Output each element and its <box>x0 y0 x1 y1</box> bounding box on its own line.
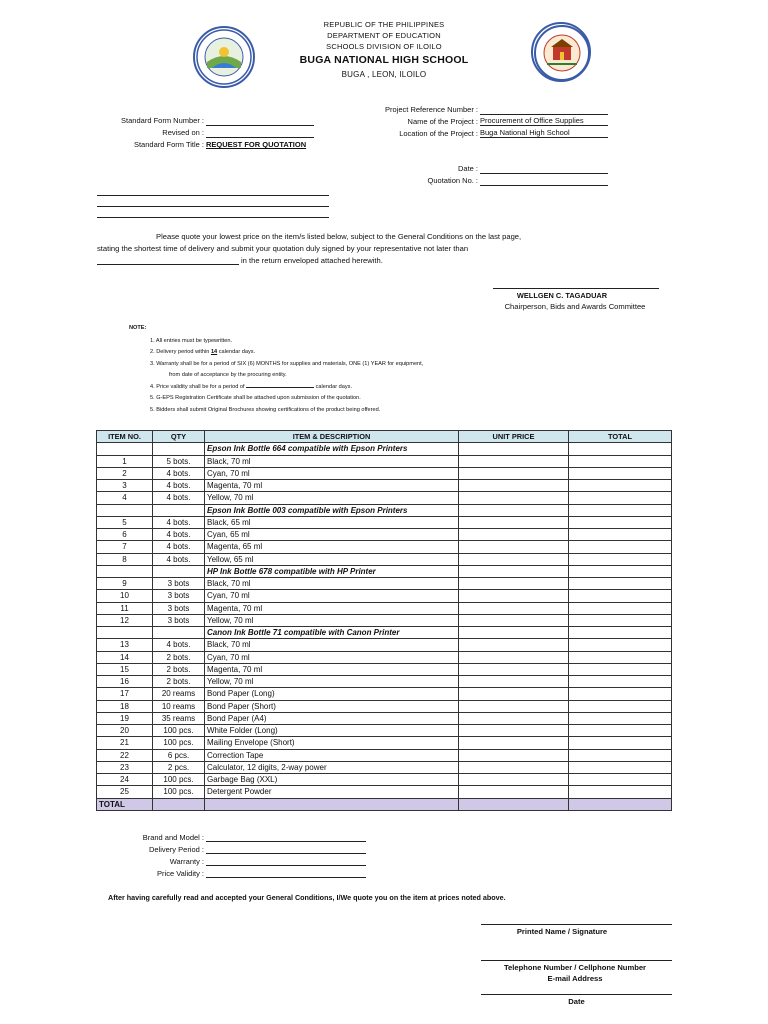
qty-cell <box>153 443 205 455</box>
instruction-line-3: in the return enveloped attached herewith. <box>241 256 383 265</box>
total-cell[interactable] <box>569 578 672 590</box>
description-cell: Yellow, 70 ml <box>205 614 459 626</box>
description-cell: Magenta, 70 ml <box>205 602 459 614</box>
total-cell[interactable] <box>569 774 672 786</box>
item-no-cell: 1 <box>97 455 153 467</box>
item-no-cell: 19 <box>97 712 153 724</box>
total-cell[interactable] <box>569 676 672 688</box>
table-row <box>97 725 672 737</box>
item-no-cell: 10 <box>97 590 153 602</box>
note-item: 1. All entries must be typewritten. <box>150 338 233 344</box>
qty-cell: 4 bots. <box>153 639 205 651</box>
total-cell[interactable] <box>569 590 672 602</box>
item-no-cell: 15 <box>97 663 153 675</box>
item-no-cell: 20 <box>97 725 153 737</box>
total-cell[interactable] <box>569 516 672 528</box>
standard-form-number-label: Standard Form Number : <box>121 116 204 125</box>
item-no-cell: 13 <box>97 639 153 651</box>
table-total-row <box>97 798 672 810</box>
project-reference-field[interactable] <box>480 114 608 115</box>
table-row <box>97 749 672 761</box>
unit-price-cell[interactable] <box>459 774 569 786</box>
total-cell[interactable] <box>569 480 672 492</box>
description-cell: Bond Paper (A4) <box>205 712 459 724</box>
deadline-field[interactable] <box>97 264 239 265</box>
item-no-cell: 4 <box>97 492 153 504</box>
item-no-cell: 11 <box>97 602 153 614</box>
qty-cell: 2 pcs. <box>153 761 205 773</box>
header-division: SCHOOLS DIVISION OF ILOILO <box>326 42 442 51</box>
qty-cell: 100 pcs. <box>153 774 205 786</box>
table-row <box>97 492 672 504</box>
table-row <box>97 663 672 675</box>
item-no-cell: 17 <box>97 688 153 700</box>
addressee-line[interactable] <box>97 195 329 196</box>
project-name-field[interactable]: Procurement of Office Supplies <box>480 116 608 126</box>
description-cell: Garbage Bag (XXL) <box>205 774 459 786</box>
unit-price-cell[interactable] <box>459 614 569 626</box>
warranty-label: Warranty : <box>169 857 204 866</box>
description-cell: Magenta, 70 ml <box>205 480 459 492</box>
price-validity-days-field <box>246 382 314 388</box>
project-name-label: Name of the Project : <box>407 117 478 126</box>
chairperson-name: WELLGEN C. TAGADUAR <box>516 291 608 300</box>
description-cell: Black, 70 ml <box>205 455 459 467</box>
total-cell[interactable] <box>569 725 672 737</box>
date-field[interactable] <box>480 173 608 174</box>
unit-price-cell[interactable] <box>459 786 569 798</box>
table-row <box>97 676 672 688</box>
printed-name-label: Printed Name / Signature <box>516 927 608 936</box>
total-label: TOTAL <box>97 798 153 810</box>
brand-model-label: Brand and Model : <box>142 833 204 842</box>
qty-cell: 4 bots. <box>153 467 205 479</box>
telephone-label: Telephone Number / Cellphone Number <box>503 963 647 972</box>
table-group-row <box>97 627 672 639</box>
col-header-total: TOTAL <box>569 431 672 443</box>
standard-form-title-label: Standard Form Title : <box>133 140 204 149</box>
qty-cell: 3 bots <box>153 602 205 614</box>
description-cell: Correction Tape <box>205 749 459 761</box>
table-row <box>97 614 672 626</box>
item-no-cell: 2 <box>97 467 153 479</box>
qty-cell: 2 bots. <box>153 663 205 675</box>
table-row <box>97 651 672 663</box>
description-cell: Yellow, 70 ml <box>205 492 459 504</box>
qty-cell: 4 bots. <box>153 492 205 504</box>
qty-cell: 3 bots <box>153 578 205 590</box>
description-cell: Magenta, 65 ml <box>205 541 459 553</box>
description-cell: Cyan, 65 ml <box>205 529 459 541</box>
unit-price-cell[interactable] <box>459 529 569 541</box>
total-cell[interactable] <box>569 443 672 455</box>
table-row <box>97 590 672 602</box>
unit-price-cell[interactable] <box>459 480 569 492</box>
email-label: E-mail Address <box>547 974 603 983</box>
chairperson-signature-line <box>493 288 659 289</box>
header-department: DEPARTMENT OF EDUCATION <box>327 31 441 40</box>
table-row <box>97 761 672 773</box>
qty-cell: 4 bots. <box>153 516 205 528</box>
description-cell: Bond Paper (Long) <box>205 688 459 700</box>
delivery-period-field[interactable] <box>206 853 366 854</box>
unit-price-cell[interactable] <box>459 455 569 467</box>
description-cell: Mailing Envelope (Short) <box>205 737 459 749</box>
total-cell[interactable] <box>569 614 672 626</box>
qty-cell: 100 pcs. <box>153 737 205 749</box>
project-location-label: Location of the Project : <box>399 129 478 138</box>
item-no-cell <box>97 627 153 639</box>
col-header-qty: QTY <box>153 431 205 443</box>
total-cell[interactable] <box>569 786 672 798</box>
unit-price-cell[interactable] <box>459 627 569 639</box>
note-item: 3. Warranty shall be for a period of SIX (6) MONTHS for supplies and materials, ONE (1) YEAR for equipment, <box>150 361 424 367</box>
description-cell: Detergent Powder <box>205 786 459 798</box>
total-cell[interactable] <box>569 700 672 712</box>
qty-cell: 4 bots. <box>153 553 205 565</box>
unit-price-cell[interactable] <box>459 651 569 663</box>
table-row <box>97 774 672 786</box>
total-cell[interactable] <box>569 455 672 467</box>
qty-cell <box>153 565 205 577</box>
description-cell: Cyan, 70 ml <box>205 590 459 602</box>
total-cell[interactable] <box>569 737 672 749</box>
table-row <box>97 712 672 724</box>
description-cell: Cyan, 70 ml <box>205 651 459 663</box>
total-cell[interactable] <box>569 639 672 651</box>
item-no-cell <box>97 504 153 516</box>
unit-price-cell[interactable] <box>459 565 569 577</box>
qty-cell: 4 bots. <box>153 541 205 553</box>
quotation-no-field[interactable] <box>480 185 608 186</box>
col-header-unit-price: UNIT PRICE <box>459 431 569 443</box>
unit-price-cell[interactable] <box>459 541 569 553</box>
unit-price-cell[interactable] <box>459 639 569 651</box>
description-cell: Black, 65 ml <box>205 516 459 528</box>
unit-price-cell[interactable] <box>459 700 569 712</box>
printed-name-signature-line[interactable] <box>481 924 672 925</box>
item-no-cell: 14 <box>97 651 153 663</box>
unit-price-cell[interactable] <box>459 504 569 516</box>
total-cell[interactable] <box>569 749 672 761</box>
total-cell[interactable] <box>569 541 672 553</box>
total-cell[interactable] <box>569 761 672 773</box>
note-item: 5. Bidders shall submit Original Brochures showing certifications of the product being offered. <box>150 407 381 413</box>
unit-price-cell[interactable] <box>459 553 569 565</box>
telephone-line[interactable] <box>481 960 672 961</box>
quotation-no-label: Quotation No. : <box>427 176 478 185</box>
warranty-field[interactable] <box>206 865 366 866</box>
notes-title: NOTE: <box>129 325 147 331</box>
item-no-cell: 6 <box>97 529 153 541</box>
description-cell: Yellow, 65 ml <box>205 553 459 565</box>
table-row <box>97 639 672 651</box>
table-row <box>97 516 672 528</box>
total-cell[interactable] <box>569 504 672 516</box>
note-item: 5. G-EPS Registration Certificate shall be attached upon submission of the quotation. <box>150 395 361 401</box>
total-cell[interactable] <box>569 712 672 724</box>
unit-price-cell[interactable] <box>459 590 569 602</box>
delivery-period-label: Delivery Period : <box>148 845 204 854</box>
total-cell[interactable] <box>569 467 672 479</box>
qty-cell: 100 pcs. <box>153 786 205 798</box>
unit-price-cell[interactable] <box>459 737 569 749</box>
qty-cell: 2 bots. <box>153 676 205 688</box>
items-table <box>96 430 672 811</box>
item-no-cell: 23 <box>97 761 153 773</box>
date-signature-line[interactable] <box>481 994 672 995</box>
item-no-cell: 8 <box>97 553 153 565</box>
table-row <box>97 737 672 749</box>
addressee-line[interactable] <box>97 217 329 218</box>
note-item: 4. Price validity shall be for a period of calendar days. <box>150 384 353 390</box>
total-cell[interactable] <box>569 492 672 504</box>
description-cell: Magenta, 70 ml <box>205 663 459 675</box>
instruction-line-1: Please quote your lowest price on the item/s listed below, subject to the General Conditions on the last page, <box>156 232 522 241</box>
description-cell: HP Ink Bottle 678 compatible with HP Printer <box>205 565 459 577</box>
note-item: 2. Delivery period within 14 calendar days. <box>150 349 256 355</box>
description-cell: Cyan, 70 ml <box>205 467 459 479</box>
qty-cell: 10 reams <box>153 700 205 712</box>
price-validity-field[interactable] <box>206 877 366 878</box>
school-name: BUGA NATIONAL HIGH SCHOOL <box>299 54 469 66</box>
item-no-cell: 9 <box>97 578 153 590</box>
unit-price-cell[interactable] <box>459 725 569 737</box>
description-cell: Black, 70 ml <box>205 639 459 651</box>
item-no-cell: 5 <box>97 516 153 528</box>
total-cell[interactable] <box>569 602 672 614</box>
table-row <box>97 786 672 798</box>
table-row <box>97 455 672 467</box>
qty-cell: 4 bots. <box>153 529 205 541</box>
item-no-cell: 7 <box>97 541 153 553</box>
total-cell[interactable] <box>569 529 672 541</box>
item-no-cell: 12 <box>97 614 153 626</box>
item-no-cell: 21 <box>97 737 153 749</box>
acceptance-statement: After having carefully read and accepted your General Conditions, I/We quote you on the item at prices noted above. <box>108 893 506 902</box>
total-cell[interactable] <box>569 565 672 577</box>
description-cell: Canon Ink Bottle 71 compatible with Canon Printer <box>205 627 459 639</box>
item-no-cell <box>97 443 153 455</box>
qty-cell <box>153 504 205 516</box>
qty-cell <box>153 627 205 639</box>
col-header-description: ITEM & DESCRIPTION <box>205 431 459 443</box>
table-row <box>97 553 672 565</box>
table-row <box>97 467 672 479</box>
qty-cell: 3 bots <box>153 614 205 626</box>
description-cell: Epson Ink Bottle 003 compatible with Epson Printers <box>205 504 459 516</box>
qty-cell: 6 pcs. <box>153 749 205 761</box>
standard-form-number-field[interactable] <box>206 125 314 126</box>
brand-model-field[interactable] <box>206 841 366 842</box>
item-no-cell: 3 <box>97 480 153 492</box>
qty-cell: 5 bots. <box>153 455 205 467</box>
qty-cell: 100 pcs. <box>153 725 205 737</box>
table-group-row <box>97 504 672 516</box>
chairperson-title: Chairperson, Bids and Awards Committee <box>504 302 646 311</box>
grand-total-cell[interactable] <box>569 798 672 810</box>
revised-on-label: Revised on : <box>162 128 204 137</box>
item-no-cell: 22 <box>97 749 153 761</box>
addressee-line[interactable] <box>97 206 329 207</box>
price-validity-label: Price Validity : <box>157 869 204 878</box>
qty-cell: 3 bots <box>153 590 205 602</box>
unit-price-cell[interactable] <box>459 443 569 455</box>
description-cell: Bond Paper (Short) <box>205 700 459 712</box>
item-no-cell <box>97 565 153 577</box>
date-label: Date : <box>457 164 478 173</box>
project-location-field[interactable]: Buga National High School <box>480 128 608 138</box>
unit-price-cell[interactable] <box>459 578 569 590</box>
table-row <box>97 480 672 492</box>
unit-price-cell[interactable] <box>459 492 569 504</box>
total-cell[interactable] <box>569 663 672 675</box>
total-cell[interactable] <box>569 651 672 663</box>
unit-price-cell[interactable] <box>459 663 569 675</box>
total-cell[interactable] <box>569 688 672 700</box>
description-cell: Yellow, 70 ml <box>205 676 459 688</box>
header-republic: REPUBLIC OF THE PHILIPPINES <box>323 20 445 29</box>
table-group-row <box>97 443 672 455</box>
note-item: from date of acceptance by the procuring entity. <box>169 372 287 378</box>
school-address: BUGA , LEON, ILOILO <box>341 70 427 79</box>
item-no-cell: 24 <box>97 774 153 786</box>
unit-price-cell[interactable] <box>459 749 569 761</box>
table-header-row <box>97 431 672 443</box>
qty-cell: 4 bots. <box>153 480 205 492</box>
unit-price-cell[interactable] <box>459 688 569 700</box>
signature-date-label: Date <box>568 997 585 1006</box>
item-no-cell: 18 <box>97 700 153 712</box>
table-row <box>97 541 672 553</box>
unit-price-cell[interactable] <box>459 467 569 479</box>
qty-cell: 20 reams <box>153 688 205 700</box>
unit-price-cell[interactable] <box>459 602 569 614</box>
total-cell[interactable] <box>569 553 672 565</box>
table-row <box>97 688 672 700</box>
qty-cell: 35 reams <box>153 712 205 724</box>
table-row <box>97 529 672 541</box>
unit-price-cell[interactable] <box>459 761 569 773</box>
description-cell: Black, 70 ml <box>205 578 459 590</box>
standard-form-title-value: REQUEST FOR QUOTATION <box>206 140 307 149</box>
col-header-item-no: ITEM NO. <box>97 431 153 443</box>
table-group-row <box>97 565 672 577</box>
description-cell: Epson Ink Bottle 664 compatible with Epson Printers <box>205 443 459 455</box>
item-no-cell: 25 <box>97 786 153 798</box>
table-row <box>97 578 672 590</box>
project-reference-label: Project Reference Number : <box>385 105 478 114</box>
description-cell: White Folder (Long) <box>205 725 459 737</box>
instruction-line-2: stating the shortest time of delivery and submit your quotation duly signed by your representative not later than <box>97 244 469 253</box>
table-row <box>97 700 672 712</box>
item-no-cell: 16 <box>97 676 153 688</box>
qty-cell: 2 bots. <box>153 651 205 663</box>
unit-price-cell[interactable] <box>459 712 569 724</box>
unit-price-cell[interactable] <box>459 676 569 688</box>
table-row <box>97 602 672 614</box>
total-cell[interactable] <box>569 627 672 639</box>
revised-on-field[interactable] <box>206 137 314 138</box>
unit-price-cell[interactable] <box>459 516 569 528</box>
description-cell: Calculator, 12 digits, 2-way power <box>205 761 459 773</box>
